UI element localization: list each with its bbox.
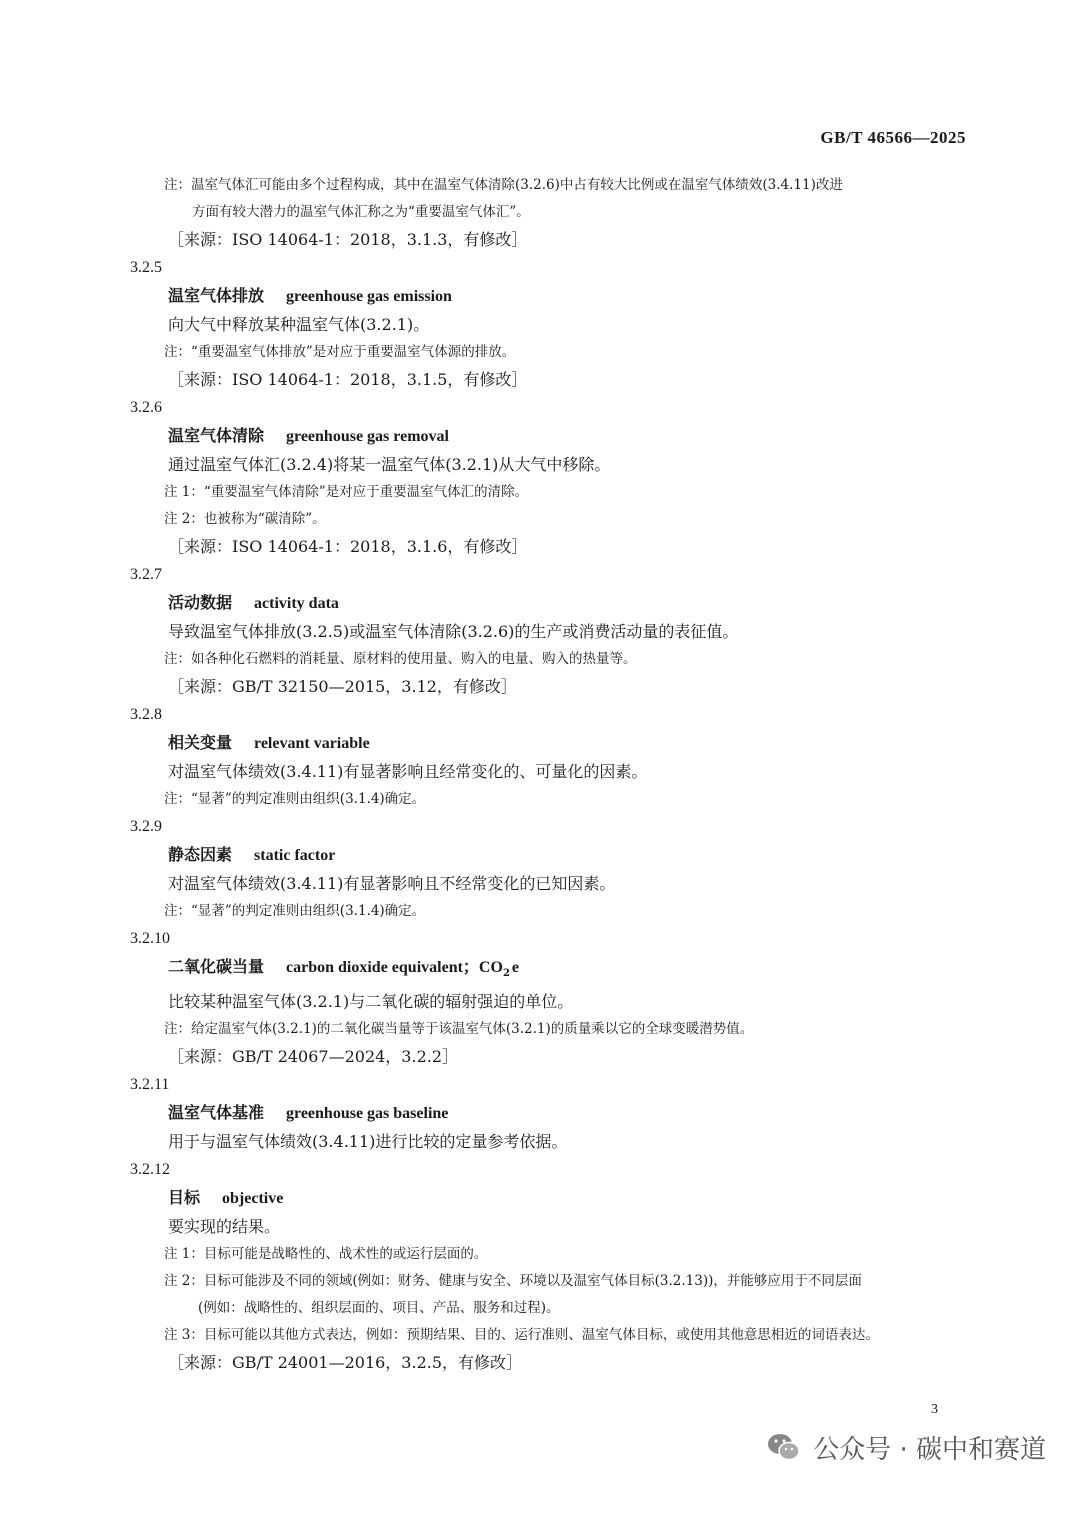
note: 注：“重要温室气体排放”是对应于重要温室气体源的排放。 bbox=[164, 344, 516, 360]
term-english: greenhouse gas baseline bbox=[286, 1105, 449, 1123]
term-english: relevant variable bbox=[254, 735, 370, 752]
term-chinese: 温室气体排放 bbox=[168, 286, 265, 305]
term-chinese: 静态因素 bbox=[168, 845, 233, 864]
clause-number: 3.2.11 bbox=[130, 1076, 170, 1094]
note: 注：给定温室气体(3.2.1)的二氧化碳当量等于该温室气体(3.2.1)的质量乘以它的全球变暖潜势值。 bbox=[164, 1021, 754, 1038]
term-heading bbox=[168, 422, 975, 451]
note: 注：“显著”的判定准则由组织(3.1.4)确定。 bbox=[164, 791, 426, 807]
term-english-tail: e bbox=[511, 959, 520, 976]
source-reference: ［来源：ISO 14064-1：2018，3.1.6，有修改］ bbox=[168, 537, 528, 556]
term-definition: 通过温室气体汇(3.2.4)将某一温室气体(3.2.1)从大气中移除。 bbox=[168, 455, 611, 474]
clause-list bbox=[130, 254, 975, 1377]
term-english: activity data bbox=[254, 595, 339, 612]
note: 注：“显著”的判定准则由组织(3.1.4)确定。 bbox=[164, 903, 426, 919]
term-chinese: 目标 bbox=[168, 1188, 201, 1208]
clause-number: 3.2.9 bbox=[130, 818, 162, 835]
term-definition: 导致温室气体排放(3.2.5)或温室气体清除(3.2.6)的生产或消费活动量的表征值。 bbox=[168, 622, 739, 641]
watermark bbox=[765, 1428, 1046, 1466]
wechat-icon bbox=[765, 1428, 803, 1466]
term-heading bbox=[168, 953, 975, 988]
term-english: objective bbox=[222, 1190, 284, 1208]
clause-number: 3.2.6 bbox=[130, 399, 162, 416]
document-body bbox=[130, 172, 975, 1377]
term-chinese: 二氧化碳当量 bbox=[168, 957, 265, 976]
term-heading bbox=[168, 589, 975, 618]
source-reference: ［来源：GB/T 24001—2016，3.2.5，有修改］ bbox=[168, 1353, 523, 1373]
note: 注：如各种化石燃料的消耗量、原材料的使用量、购入的电量、购入的热量等。 bbox=[164, 651, 637, 667]
term-heading bbox=[168, 1099, 975, 1128]
watermark-text: 公众号 · 碳中和赛道 bbox=[813, 1434, 1046, 1465]
note: 注 1：目标可能是战略性的、战术性的或运行层面的。 bbox=[164, 1246, 488, 1263]
term-chinese: 温室气体清除 bbox=[168, 426, 265, 445]
term-definition: 比较某种温室气体(3.2.1)与二氧化碳的辐射强迫的单位。 bbox=[168, 992, 574, 1012]
note: (例如：战略性的、组织层面的、项目、产品、服务和过程)。 bbox=[198, 1300, 560, 1317]
note: 注 2：目标可能涉及不同的领域(例如：财务、健康与安全、环境以及温室气体目标(3.2.13))，并能够应用于不同层面 bbox=[164, 1273, 862, 1290]
term-heading bbox=[168, 729, 975, 758]
source-reference: ［来源：ISO 14064-1：2018，3.1.3，有修改］ bbox=[168, 230, 528, 249]
note: 注 1：“重要温室气体清除”是对应于重要温室气体汇的清除。 bbox=[164, 484, 529, 500]
term-heading bbox=[168, 841, 975, 870]
clause-number: 3.2.5 bbox=[130, 259, 162, 276]
note-line: 注：温室气体汇可能由多个过程构成，其中在温室气体清除(3.2.6)中占有较大比例或在温室气体绩效(3.4.11)改进 bbox=[164, 177, 843, 193]
term-chinese: 相关变量 bbox=[168, 733, 233, 752]
term-definition: 用于与温室气体绩效(3.4.11)进行比较的定量参考依据。 bbox=[168, 1132, 568, 1152]
term-definition: 对温室气体绩效(3.4.11)有显著影响且经常变化的、可量化的因素。 bbox=[168, 762, 648, 781]
note: 注 2：也被称为“碳清除”。 bbox=[164, 511, 326, 527]
term-definition: 对温室气体绩效(3.4.11)有显著影响且不经常变化的已知因素。 bbox=[168, 874, 616, 893]
term-english: greenhouse gas removal bbox=[286, 428, 449, 445]
note: 注 3：目标可能以其他方式表达，例如：预期结果、目的、运行准则、温室气体目标，或使用其他意思相近的词语表达。 bbox=[164, 1327, 879, 1344]
source-reference: ［来源：GB/T 24067—2024，3.2.2］ bbox=[168, 1047, 459, 1067]
clause-number: 3.2.7 bbox=[130, 566, 162, 583]
term-definition: 要实现的结果。 bbox=[168, 1217, 281, 1237]
term-english: carbon dioxide equivalent；CO bbox=[286, 959, 503, 976]
term-chinese: 温室气体基准 bbox=[168, 1103, 265, 1123]
note bbox=[164, 172, 975, 226]
source-reference: ［来源：ISO 14064-1：2018，3.1.5，有修改］ bbox=[168, 370, 528, 389]
page-number: 3 bbox=[931, 1402, 938, 1417]
term-heading bbox=[168, 1184, 975, 1213]
term-definition: 向大气中释放某种温室气体(3.2.1)。 bbox=[168, 315, 430, 334]
standard-number: GB/T 46566—2025 bbox=[820, 128, 966, 147]
clause-number: 3.2.12 bbox=[130, 1161, 170, 1179]
term-chinese: 活动数据 bbox=[168, 593, 233, 612]
clause-number: 3.2.10 bbox=[130, 930, 170, 947]
term-english: greenhouse gas emission bbox=[286, 288, 452, 305]
term-heading bbox=[168, 282, 975, 311]
term-english-subscript: 2 bbox=[502, 968, 510, 980]
note-line-continued: 方面有较大潜力的温室气体汇称之为“重要温室气体汇”。 bbox=[192, 204, 530, 220]
clause-number: 3.2.8 bbox=[130, 706, 162, 723]
term-english: static factor bbox=[254, 847, 336, 864]
source-reference: ［来源：GB/T 32150—2015，3.12，有修改］ bbox=[168, 677, 517, 696]
